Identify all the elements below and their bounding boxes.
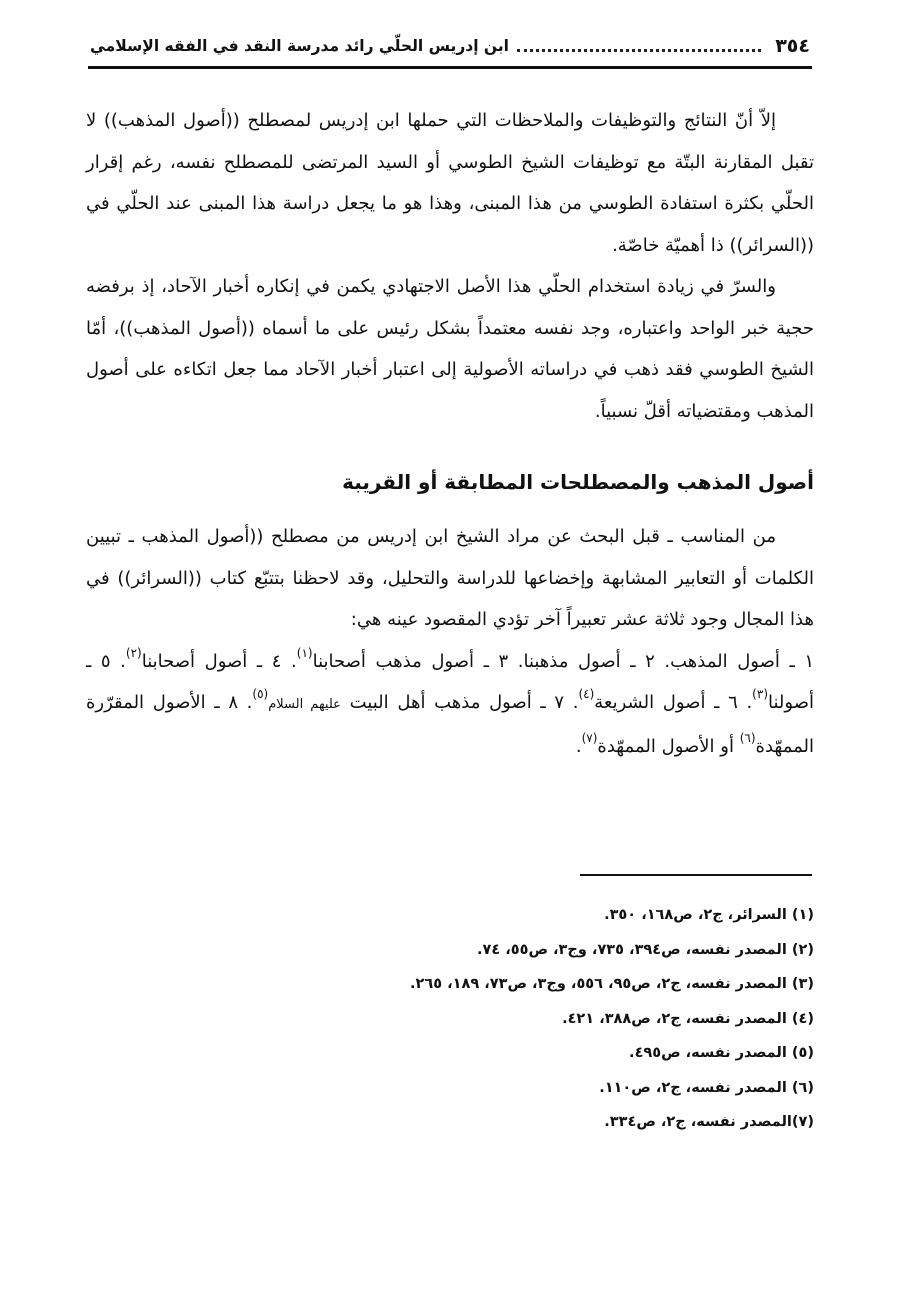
footnote-1: (١) السرائر، ج٢، ص١٦٨، ٣٥٠. [604, 907, 814, 923]
header-rule [88, 66, 812, 69]
term-seg-6: . ٨ ـ الأصول المقرّرة الممهّدة [86, 692, 814, 757]
term-seg-7: أو الأصول الممهّدة [597, 735, 740, 757]
section-paragraph: من المناسب ـ قبل البحث عن مراد الشيخ ابن إدريس من مصطلح ((أصول المذهب ـ تبيين الكلمات أو التعابير المشابهة وإخضاعها للدراسة والتحليل، وقد لاحظنا بتتبّع كتاب ((السرائر)) في هذا المجال وجود ثلاثة عشر تعبيراً آخر تؤدي المقصود عينه هي: [86, 526, 814, 630]
term-seg-1: ١ ـ أصول المذهب. ٢ ـ أصول مذهبنا. ٣ ـ أصول مذهب أصحابنا [312, 650, 814, 672]
page-number: ٣٥٤ [775, 35, 810, 57]
term-seg-2: . ٤ ـ أصول أصحابنا [141, 650, 297, 672]
term-end: . [575, 735, 582, 757]
footnote-ref-1: (١) [296, 645, 313, 660]
footnote-ref-4: (٤) [578, 687, 595, 701]
term-seg-4: . ٦ ـ أصول الشريعة [594, 692, 753, 713]
footnote-7: (٧)المصدر نفسه، ج٢، ص٣٣٤. [604, 1114, 814, 1130]
intro-paragraph-1: إلاّ أنّ النتائج والتوظيفات والملاحظات التي حملها ابن إدريس لمصطلح ((أصول المذهب)) لا تقبل المقارنة البتّة مع توظيفات الشيخ الطوسي أو السيد المرتضى للمصطلح نفسه، رغم إقرار الحلّي بكثرة استفادة الطوسي من هذا المبنى، وهذا هو ما يجعل دراسة هذا المبنى عند الحلّي في ((السرائر)) ذا أهميّة خاصّة. [86, 110, 814, 256]
footnote-ref-2: (٢) [125, 645, 142, 660]
header-dot-leader [517, 49, 761, 52]
footnote-ref-7: (٧) [581, 730, 598, 745]
footnote-2: (٢) المصدر نفسه، ص٣٩٤، ٧٣٥، وج٣، ص٥٥، ٧٤. [477, 941, 814, 958]
term-seg-5: . ٧ ـ أصول مذهب أهل البيت [349, 692, 579, 713]
running-title: ابن إدريس الحلّي رائد مدرسة النقد في الفقه الإسلامي [90, 37, 509, 55]
page-header [90, 28, 810, 64]
footnote-ref-6: (٦) [739, 730, 756, 745]
footnote-ref-3: (٣) [752, 687, 768, 701]
footnote-5: (٥) المصدر نفسه، ص٤٩٥. [629, 1045, 814, 1061]
footnote-4: (٤) المصدر نفسه، ج٢، ص٣٨٨، ٤٢١. [562, 1010, 814, 1027]
section-heading: أصول المذهب والمصطلحات المطابقة أو القريبة [342, 470, 814, 494]
terms-list [86, 641, 814, 768]
footnotes [86, 898, 814, 1140]
footnote-separator [580, 874, 812, 876]
footnote-6: (٦) المصدر نفسه، ج٢، ص١١٠. [599, 1079, 814, 1096]
intro-text [86, 100, 814, 432]
honorific-glyph: عليهم السلام [268, 697, 341, 712]
section-text [86, 516, 814, 767]
footnote-3: (٣) المصدر نفسه، ج٢، ص٩٥، ٥٥٦، وج٣، ص٧٣، ١٨٩، ٢٦٥. [410, 976, 814, 992]
term-seg-3: . ٥ ـ أصولنا [86, 650, 814, 713]
intro-paragraph-2: والسرّ في زيادة استخدام الحلّي هذا الأصل الاجتهادي يكمن في إنكاره أخبار الآحاد، إذ برفضه حجية خبر الواحد واعتباره، وجد نفسه معتمداً بشكل رئيس على ما أسماه ((أصول المذهب))، أمّا الشيخ الطوسي فقد ذهب في دراساته الأصولية إلى اعتبار أخبار الآحاد مما جعل اتكاءه على أصول المذهب ومقتضياته أقلّ نسبياً. [86, 276, 814, 422]
footnote-ref-5: (٥) [252, 687, 269, 701]
